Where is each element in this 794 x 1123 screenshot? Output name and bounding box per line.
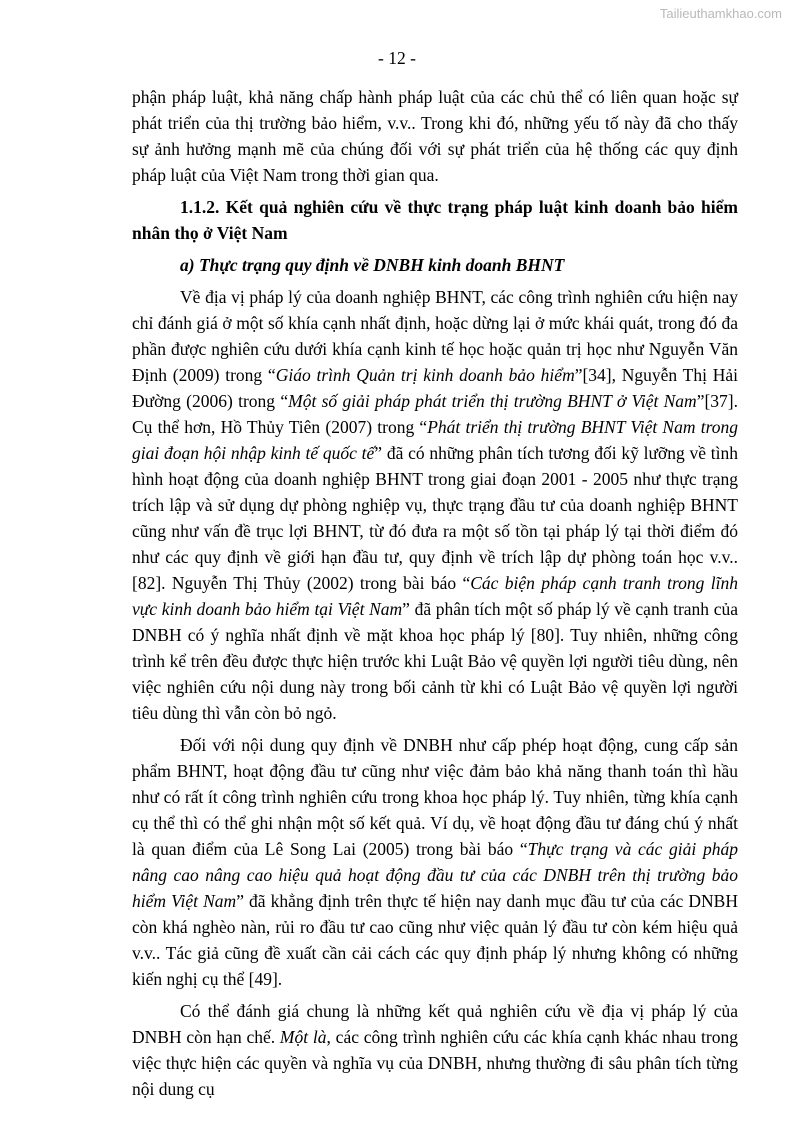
citation-title: Các biện pháp cạnh tranh trong lĩnh vực kinh doanh bảo hiểm tại Việt Nam (132, 573, 738, 619)
paragraph-assessment (132, 998, 738, 1102)
section-heading: 1.1.2. Kết quả nghiên cứu về thực trạng pháp luật kinh doanh bảo hiểm nhân thọ ở Việt Nam (132, 197, 738, 243)
citation-title: Thực trạng và các giải pháp nâng cao nâng cao hiệu quả hoạt động đầu tư của các DNBH trên thị trường bảo hiểm Việt Nam (132, 839, 738, 911)
paragraph-legal-status (132, 284, 738, 726)
text-run: ” đã khẳng định trên thực tế hiện nay danh mục đầu tư của các DNBH còn khá nghèo nàn, rủi ro đầu tư cao cũng như việc quản lý đầu tư còn kém hiệu quả v.v.. Tác giả cũng đề xuất cần cải cách các quy định pháp lý nhưng không có những kiến nghị cụ thể [49]. (132, 891, 738, 989)
text-run: Có thể đánh giá chung là những kết quả nghiên cứu về địa vị pháp lý của DNBH còn hạn chế. (132, 1001, 738, 1047)
subsection-heading: a) Thực trạng quy định về DNBH kinh doanh BHNT (180, 255, 565, 275)
text-run: ” đã có những phân tích tương đối kỹ lưỡng về tình hình hoạt động của doanh nghiệp BHNT trong giai đoạn 2001 - 2005 như thực trạng trích lập và sử dụng dự phòng nghiệp vụ, thực trạng đầu tư của doanh nghiệp BHNT cũng như vấn đề trục lợi BHNT, từ đó đưa ra một số tồn tại pháp lý tại thời điểm đó như các quy định về giới hạn đầu tư, quy định về trích lập dự phòng toán học v.v..[82]. Nguyễn Thị Thủy (2002) trong bài báo “ (132, 443, 738, 593)
paragraph-regulations (132, 732, 738, 992)
emphasis-text: Một là (279, 1027, 327, 1047)
citation-title: Một số giải pháp phát triển thị trường BHNT ở Việt Nam (288, 391, 697, 411)
text-run: ”[34], Nguyễn Thị Hải Đường (2006) trong “ (132, 365, 738, 411)
page-number: - 12 - (378, 48, 416, 68)
text-run: ”[37]. Cụ thể hơn, Hồ Thủy Tiên (2007) trong “ (132, 391, 738, 437)
citation-title: Giáo trình Quản trị kinh doanh bảo hiểm (275, 365, 575, 385)
watermark: Tailieuthamkhao.com (659, 6, 782, 21)
paragraph-continuation: phận pháp luật, khả năng chấp hành pháp luật của các chủ thể có liên quan hoặc sự phát triển của thị trường bảo hiểm, v.v.. Trong khi đó, những yếu tố này đã cho thấy sự ảnh hưởng mạnh mẽ của chúng đối với sự phát triển của hệ thống các quy định pháp luật của Việt Nam trong thời gian qua. (132, 87, 738, 185)
text-run: Về địa vị pháp lý của doanh nghiệp BHNT, các công trình nghiên cứu hiện nay chỉ đánh giá ở một số khía cạnh nhất định, hoặc dừng lại ở mức khái quát, trong đó đa phần được nghiên cứu dưới khía cạnh kinh tế học hoặc quản trị học như Nguyễn Văn Định (2009) trong “ (132, 287, 738, 385)
text-run: , các công trình nghiên cứu các khía cạnh khác nhau trong việc thực hiện các quyền và nghĩa vụ của DNBH, nhưng thường đi sâu phân tích từng nội dung cụ (132, 1027, 738, 1099)
text-run: ” đã phân tích một số pháp lý về cạnh tranh của DNBH có ý nghĩa nhất định về mặt khoa học pháp lý [80]. Tuy nhiên, những công trình kể trên đều được thực hiện trước khi Luật Bảo vệ quyền lợi người tiêu dùng, nên việc nghiên cứu nội dung này trong bối cảnh từ khi có Luật Bảo vệ quyền lợi người tiêu dùng thì vẫn còn bỏ ngỏ. (132, 599, 738, 723)
text-run: Đối với nội dung quy định về DNBH như cấp phép hoạt động, cung cấp sản phẩm BHNT, hoạt động đầu tư cũng như việc đảm bảo khả năng thanh toán thì hầu như có rất ít công trình nghiên cứu trong khoa học pháp lý. Tuy nhiên, từng khía cạnh cụ thể thì có thể ghi nhận một số kết quả. Ví dụ, về hoạt động đầu tư đáng chú ý nhất là quan điểm của Lê Song Lai (2005) trong bài báo “ (132, 735, 738, 859)
document-body (132, 84, 738, 1108)
citation-title: Phát triển thị trường BHNT Việt Nam trong giai đoạn hội nhập kinh tế quốc tế (132, 417, 738, 463)
